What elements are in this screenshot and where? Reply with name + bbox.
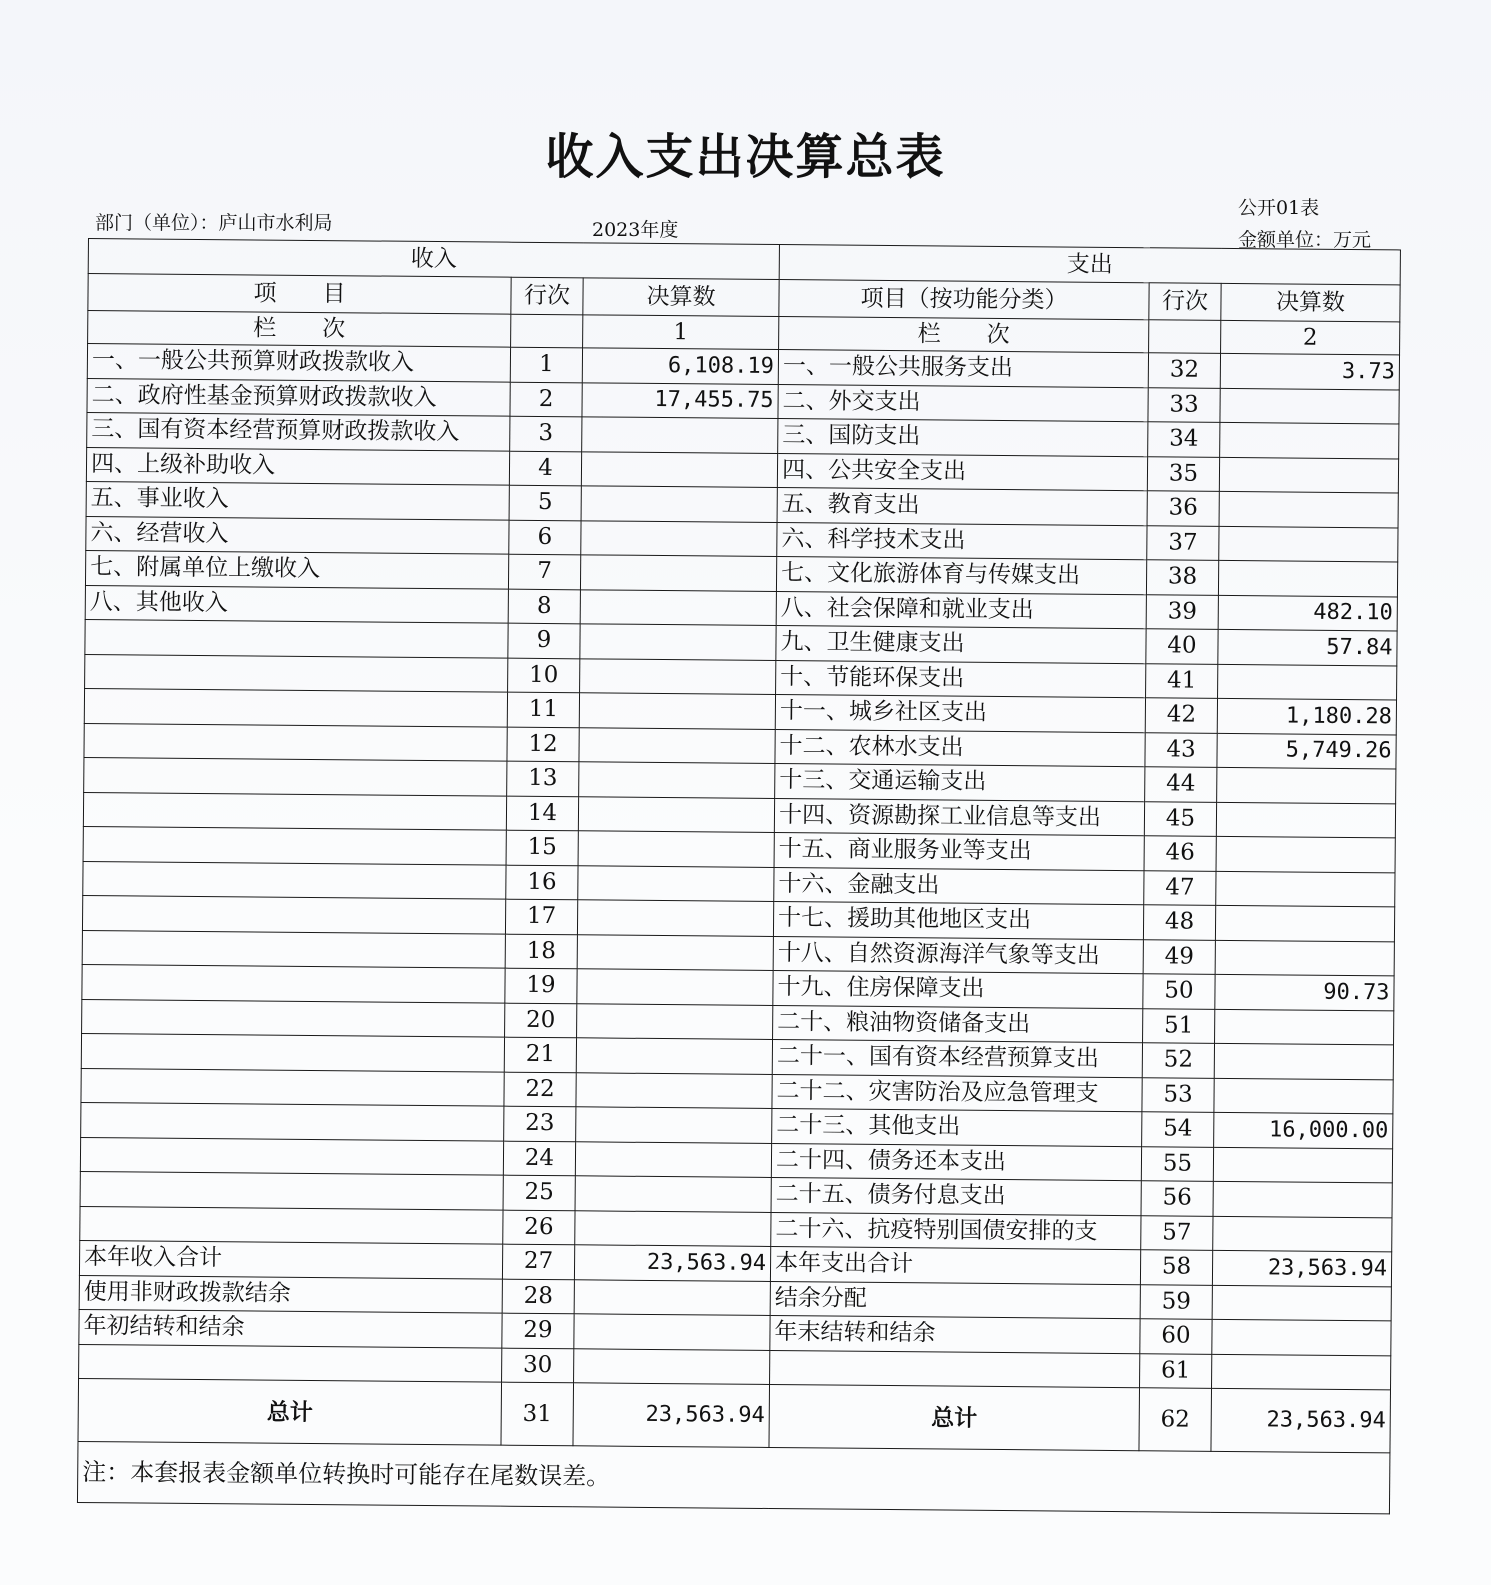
note-row — [77, 1441, 1390, 1513]
income-item — [80, 1206, 503, 1244]
expense-summary-item: 本年支出合计 — [770, 1246, 1140, 1284]
page-title: 收入支出决算总表 — [545, 129, 946, 185]
income-item — [81, 1102, 504, 1140]
income-amount — [576, 1038, 772, 1074]
expense-summary-item — [770, 1350, 1140, 1388]
expense-row-number: 46 — [1144, 836, 1216, 871]
expense-amount — [1214, 1078, 1393, 1114]
expense-row-number: 60 — [1140, 1319, 1212, 1354]
income-item — [82, 999, 505, 1037]
income-row-number: 22 — [504, 1072, 576, 1107]
income-amount — [580, 589, 776, 625]
income-item — [80, 1137, 503, 1175]
expense-item: 二十三、其他支出 — [772, 1109, 1142, 1147]
footnote: 注：本套报表金额单位转换时可能存在尾数误差。 — [77, 1441, 1390, 1513]
expense-row-number: 35 — [1147, 456, 1219, 491]
income-row-number: 21 — [504, 1037, 576, 1072]
expense-item: 八、社会保障和就业支出 — [776, 591, 1146, 629]
expense-total-amount: 23,563.94 — [1211, 1388, 1391, 1453]
income-item — [85, 654, 508, 692]
expense-amount — [1215, 940, 1394, 976]
expense-row-number: 39 — [1146, 594, 1218, 629]
income-row-number: 7 — [508, 554, 580, 589]
income-amount — [580, 624, 776, 660]
expense-amount — [1212, 1285, 1391, 1321]
income-row-number: 11 — [507, 692, 579, 727]
income-summary-item: 本年收入合计 — [79, 1240, 502, 1278]
expense-row-number: 37 — [1147, 525, 1219, 560]
expense-item: 十一、城乡社区支出 — [775, 695, 1145, 733]
expense-row-number: 52 — [1142, 1043, 1214, 1078]
income-amount — [577, 969, 773, 1005]
expense-amount — [1215, 1009, 1394, 1045]
expense-item: 十七、援助其他地区支出 — [773, 902, 1143, 940]
expense-row-number: 32 — [1148, 353, 1220, 388]
expense-amount — [1219, 491, 1398, 527]
income-row-number: 9 — [508, 623, 580, 658]
expense-summary-item: 年末结转和结余 — [770, 1315, 1140, 1353]
expense-row-number: 47 — [1144, 870, 1216, 905]
expense-amount-header: 决算数 — [1221, 283, 1400, 322]
expense-amount — [1216, 836, 1395, 872]
expense-row-number: 61 — [1140, 1353, 1212, 1388]
income-summary-item — [79, 1344, 502, 1382]
expense-item: 五、教育支出 — [777, 488, 1147, 526]
expense-item: 十、节能环保支出 — [776, 660, 1146, 698]
expense-amount — [1218, 560, 1397, 596]
expense-amount — [1213, 1216, 1392, 1252]
income-total-label: 总计 — [78, 1378, 502, 1445]
income-row-number: 30 — [502, 1348, 574, 1383]
expense-row-number: 44 — [1145, 767, 1217, 802]
expense-amount — [1218, 664, 1397, 700]
income-section-header: 收入 — [88, 239, 779, 280]
income-amount: 17,455.75 — [582, 382, 778, 418]
expense-row-number: 53 — [1142, 1077, 1214, 1112]
expense-row-number: 34 — [1148, 422, 1220, 457]
expense-item: 二、外交支出 — [778, 384, 1148, 422]
income-amount: 6,108.19 — [582, 348, 778, 384]
income-amount — [575, 1141, 771, 1177]
expense-row-number: 40 — [1146, 629, 1218, 664]
expense-section-header: 支出 — [779, 245, 1400, 285]
expense-amount — [1220, 388, 1399, 424]
expense-row-number: 43 — [1145, 732, 1217, 767]
income-row-number: 28 — [502, 1279, 574, 1314]
expense-item: 三、国防支出 — [778, 419, 1148, 457]
expense-row-number: 55 — [1141, 1146, 1213, 1181]
income-amount — [575, 1176, 771, 1212]
income-row-number: 5 — [509, 485, 581, 520]
expense-amount — [1213, 1147, 1392, 1183]
income-item — [81, 1068, 504, 1106]
income-row-number: 25 — [503, 1175, 575, 1210]
income-expense-table — [77, 238, 1401, 1514]
expense-column-number: 2 — [1221, 320, 1400, 355]
expense-amount — [1212, 1354, 1391, 1390]
income-column-label: 栏 次 — [88, 311, 511, 348]
expense-amount: 1,180.28 — [1217, 698, 1396, 734]
income-item — [83, 826, 506, 864]
income-item: 四、上级补助收入 — [86, 447, 509, 485]
income-row-number: 23 — [504, 1106, 576, 1141]
income-item — [83, 792, 506, 830]
expense-amount — [1219, 457, 1398, 493]
expense-item: 四、公共安全支出 — [777, 453, 1147, 491]
expense-amount — [1212, 1319, 1391, 1355]
income-summary-item: 使用非财政拨款结余 — [79, 1275, 502, 1313]
expense-row-number: 50 — [1143, 974, 1215, 1009]
expense-row-number: 51 — [1143, 1008, 1215, 1043]
income-amount — [574, 1279, 770, 1315]
income-row-number: 24 — [503, 1141, 575, 1176]
income-total-row-number: 31 — [501, 1382, 574, 1446]
income-item-header: 项 目 — [88, 274, 511, 315]
expense-amount — [1214, 1043, 1393, 1079]
expense-item: 二十、粮油物资储备支出 — [773, 1005, 1143, 1043]
income-item — [81, 1033, 504, 1071]
income-amount — [577, 900, 773, 936]
expense-amount: 5,749.26 — [1217, 733, 1396, 769]
expense-item: 二十五、债务付息支出 — [771, 1177, 1141, 1215]
expense-item: 十二、农林水支出 — [775, 729, 1145, 767]
expense-item: 六、科学技术支出 — [777, 522, 1147, 560]
expense-row-no-header: 行次 — [1149, 283, 1221, 321]
report-sheet — [77, 238, 1400, 1514]
amount-unit: 金额单位：万元 — [1238, 229, 1372, 251]
income-amount — [581, 486, 777, 522]
income-amount — [577, 1003, 773, 1039]
income-amount: 23,563.94 — [574, 1245, 770, 1281]
income-item — [84, 723, 507, 761]
expense-amount: 3.73 — [1220, 353, 1399, 389]
income-row-number: 6 — [509, 520, 581, 555]
income-amount — [578, 865, 774, 901]
income-row-number: 13 — [507, 761, 579, 796]
expense-item: 十九、住房保障支出 — [773, 971, 1143, 1009]
fiscal-year: 2023年度 — [592, 219, 679, 241]
expense-row-number: 33 — [1148, 387, 1220, 422]
expense-item: 二十一、国有资本经营预算支出 — [772, 1040, 1142, 1078]
income-amount — [579, 762, 775, 798]
income-amount-header: 决算数 — [583, 278, 779, 317]
expense-amount: 16,000.00 — [1214, 1112, 1393, 1148]
department-label: 部门（单位）：庐山市水利局 — [95, 212, 333, 234]
income-amount — [578, 796, 774, 832]
income-amount — [581, 520, 777, 556]
expense-row-number: 57 — [1141, 1215, 1213, 1250]
expense-row-number: 56 — [1141, 1181, 1213, 1216]
income-item — [84, 688, 507, 726]
income-item: 一、一般公共预算财政拨款收入 — [87, 344, 510, 382]
expense-summary-item: 结余分配 — [770, 1281, 1140, 1319]
income-item: 七、附属单位上缴收入 — [85, 550, 508, 588]
income-amount — [579, 727, 775, 763]
income-row-number: 3 — [510, 416, 582, 451]
income-item — [80, 1171, 503, 1209]
income-row-no-header: 行次 — [511, 277, 583, 315]
expense-total-row-number: 62 — [1139, 1388, 1212, 1452]
income-amount — [578, 831, 774, 867]
expense-total-label: 总计 — [769, 1384, 1140, 1450]
income-item — [83, 861, 506, 899]
income-item — [82, 895, 505, 933]
income-amount — [574, 1314, 770, 1350]
form-code: 公开01表 — [1238, 197, 1320, 219]
income-row-number: 1 — [510, 347, 582, 382]
income-row-number: 18 — [505, 934, 577, 969]
income-row-number: 2 — [510, 382, 582, 417]
income-amount — [580, 555, 776, 591]
income-row-number: 27 — [502, 1244, 574, 1279]
income-item — [82, 964, 505, 1002]
income-row-number: 26 — [503, 1210, 575, 1245]
expense-row-number: 48 — [1143, 905, 1215, 940]
expense-amount — [1219, 526, 1398, 562]
income-amount — [580, 658, 776, 694]
expense-amount — [1215, 905, 1394, 941]
expense-item: 二十四、债务还本支出 — [771, 1143, 1141, 1181]
expense-item: 七、文化旅游体育与传媒支出 — [776, 557, 1146, 595]
expense-item: 一、一般公共服务支出 — [778, 350, 1148, 388]
income-amount — [579, 693, 775, 729]
expense-row-number: 59 — [1140, 1284, 1212, 1319]
income-amount — [576, 1107, 772, 1143]
expense-amount: 90.73 — [1215, 974, 1394, 1010]
income-item — [82, 930, 505, 968]
income-row-number: 20 — [505, 1003, 577, 1038]
expense-amount — [1213, 1181, 1392, 1217]
expense-amount: 482.10 — [1218, 595, 1397, 631]
expense-amount — [1217, 767, 1396, 803]
expense-row-number: 38 — [1146, 560, 1218, 595]
expense-column-label: 栏 次 — [779, 317, 1149, 353]
expense-item: 十五、商业服务业等支出 — [774, 833, 1144, 871]
income-item: 六、经营收入 — [86, 516, 509, 554]
income-amount — [576, 1072, 772, 1108]
grand-total-row — [78, 1378, 1391, 1452]
income-row-number: 4 — [509, 451, 581, 486]
income-item: 八、其他收入 — [85, 585, 508, 623]
expense-item: 十三、交通运输支出 — [775, 764, 1145, 802]
income-row-number: 8 — [508, 589, 580, 624]
income-row-number: 14 — [506, 796, 578, 831]
income-row-number: 16 — [506, 865, 578, 900]
income-row-number: 10 — [508, 658, 580, 693]
income-amount — [581, 451, 777, 487]
income-item — [84, 757, 507, 795]
expense-row-number: 45 — [1144, 801, 1216, 836]
expense-row-number: 54 — [1142, 1112, 1214, 1147]
expense-item: 九、卫生健康支出 — [776, 626, 1146, 664]
expense-item: 二十二、灾害防治及应急管理支 — [772, 1074, 1142, 1112]
income-item: 三、国有资本经营预算财政拨款收入 — [87, 412, 510, 450]
income-summary-item: 年初结转和结余 — [79, 1309, 502, 1347]
income-row-number: 17 — [505, 899, 577, 934]
income-total-amount: 23,563.94 — [573, 1383, 770, 1448]
income-row-number: 19 — [505, 968, 577, 1003]
income-column-number: 1 — [583, 315, 779, 350]
income-row-number: 29 — [502, 1313, 574, 1348]
expense-row-number: 41 — [1146, 663, 1218, 698]
empty-cell — [511, 314, 583, 348]
expense-row-number: 49 — [1143, 939, 1215, 974]
income-amount — [574, 1348, 770, 1384]
expense-item-header: 项目（按功能分类） — [779, 280, 1149, 320]
expense-amount — [1216, 802, 1395, 838]
income-amount — [582, 417, 778, 453]
income-row-number: 12 — [507, 727, 579, 762]
income-item: 五、事业收入 — [86, 481, 509, 519]
income-amount — [577, 934, 773, 970]
income-item — [85, 619, 508, 657]
expense-amount — [1220, 422, 1399, 458]
expense-item: 十八、自然资源海洋气象等支出 — [773, 936, 1143, 974]
expense-amount: 23,563.94 — [1212, 1250, 1391, 1286]
expense-row-number: 36 — [1147, 491, 1219, 526]
expense-amount — [1216, 871, 1395, 907]
income-amount — [575, 1210, 771, 1246]
income-item: 二、政府性基金预算财政拨款收入 — [87, 378, 510, 416]
expense-row-number: 58 — [1140, 1250, 1212, 1285]
expense-item: 十六、金融支出 — [774, 867, 1144, 905]
empty-cell — [1149, 320, 1221, 354]
income-row-number: 15 — [506, 830, 578, 865]
expense-item: 十四、资源勘探工业信息等支出 — [774, 798, 1144, 836]
expense-row-number: 42 — [1145, 698, 1217, 733]
expense-amount: 57.84 — [1218, 629, 1397, 665]
expense-item: 二十六、抗疫特别国债安排的支 — [771, 1212, 1141, 1250]
